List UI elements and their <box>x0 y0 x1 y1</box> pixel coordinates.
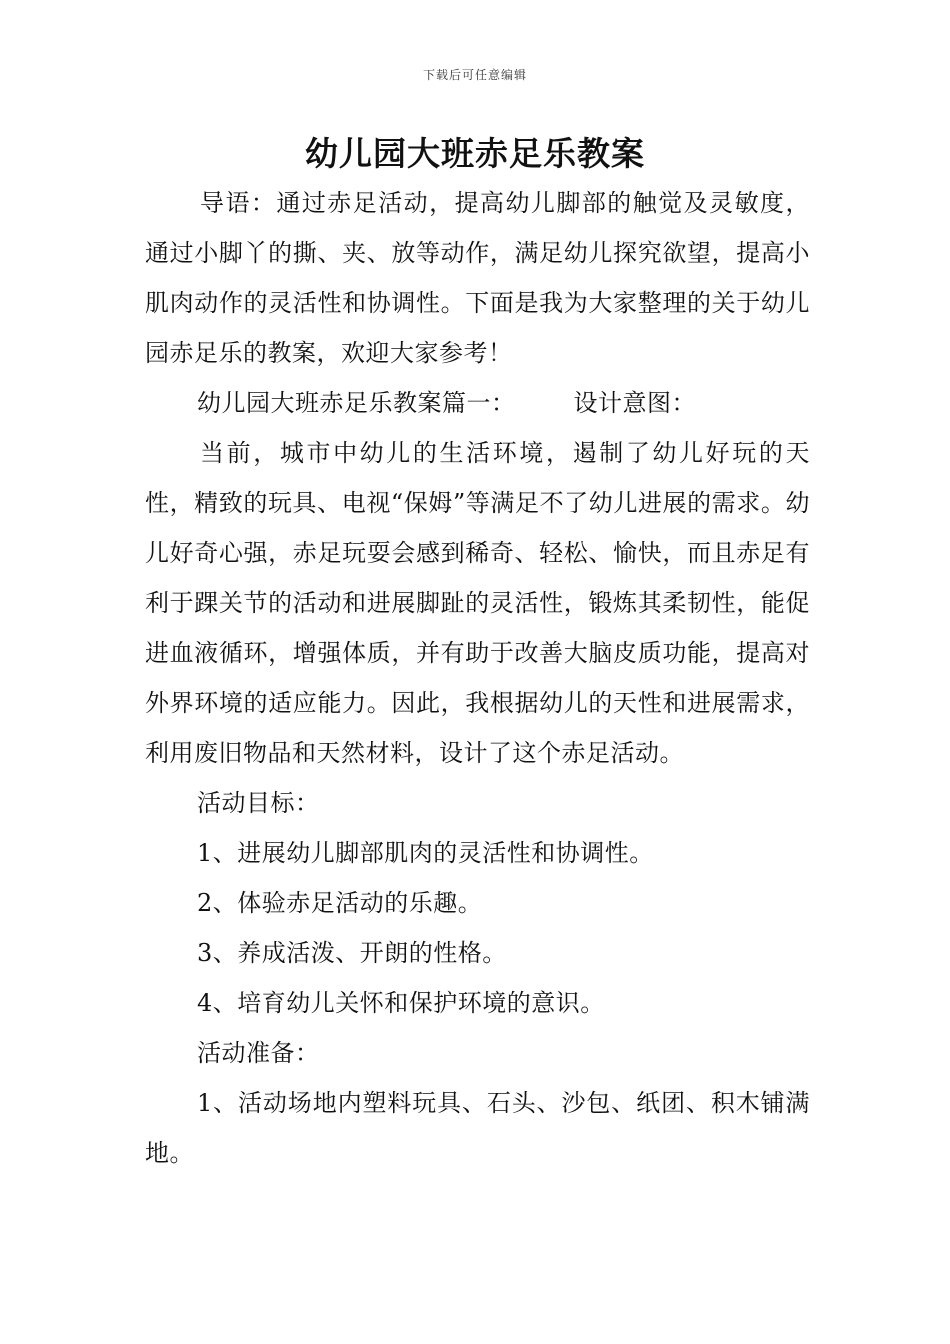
section-heading-left: 幼儿园大班赤足乐教案篇一： <box>197 389 516 417</box>
prep-item: 1、活动场地内塑料玩具、石头、沙包、纸团、积木铺满地。 <box>145 1089 810 1167</box>
prep-heading: 活动准备： <box>197 1039 320 1067</box>
intro-paragraph: 导语：通过赤足活动，提高幼儿脚部的触觉及灵敏度，通过小脚丫的撕、夹、放等动作，满足幼儿探究欲望，提高小肌肉动作的灵活性和协调性。下面是我为大家整理的关于幼儿园赤足乐的教案，欢迎大家参考！ <box>145 189 810 367</box>
header-note: 下载后可任意编辑 <box>422 68 527 82</box>
goals-heading: 活动目标： <box>197 789 320 817</box>
document-title: 幼儿园大班赤足乐教案 <box>305 134 645 173</box>
section-heading <box>145 378 810 428</box>
goal-item: 3、养成活泼、开朗的性格。 <box>197 939 507 967</box>
section-heading-right: 设计意图： <box>573 389 696 417</box>
goal-item: 4、培育幼儿关怀和保护环境的意识。 <box>197 989 605 1017</box>
goal-item: 1、进展幼儿脚部肌肉的灵活性和协调性。 <box>197 839 654 867</box>
design-intent-paragraph: 当前，城市中幼儿的生活环境，遏制了幼儿好玩的天性，精致的玩具、电视“保姆”等满足不了幼儿进展的需求。幼儿好奇心强，赤足玩耍会感到稀奇、轻松、愉快，而且赤足有利于踝关节的活动和进展脚趾的灵活性，锻炼其柔韧性，能促进血液循环，增强体质，并有助于改善大脑皮质功能，提高对外界环境的适应能力。因此，我根据幼儿的天性和进展需求，利用废旧物品和天然材料，设计了这个赤足活动。 <box>145 439 810 767</box>
document-body <box>145 178 810 1178</box>
goal-item: 2、体验赤足活动的乐趣。 <box>197 889 483 917</box>
